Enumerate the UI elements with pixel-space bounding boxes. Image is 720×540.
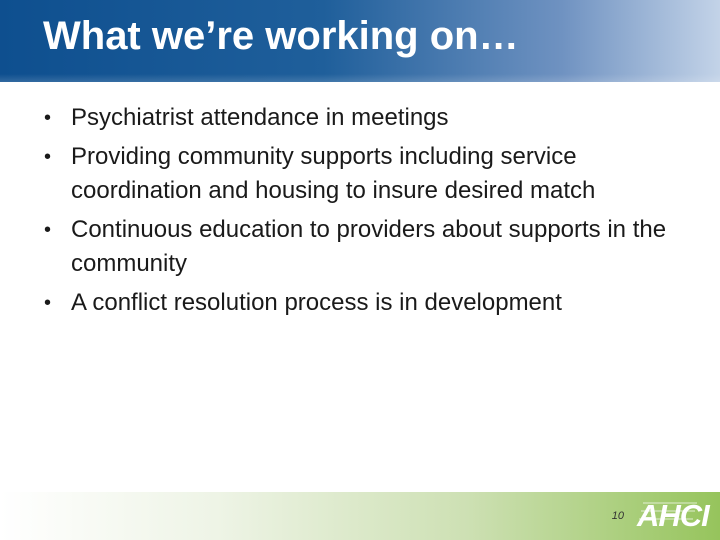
bullet-text: Continuous education to providers about supports in the community <box>71 216 667 277</box>
bullet-icon: • <box>44 146 52 168</box>
bullet-text: A conflict resolution process is in development <box>71 289 562 316</box>
slide-title: What we’re working on… <box>43 14 519 58</box>
bullet-item <box>44 213 680 281</box>
bullet-item <box>44 140 680 208</box>
bullet-icon: • <box>44 107 52 129</box>
logo-text: AHCI <box>637 498 709 533</box>
bullet-item <box>44 101 680 135</box>
bullet-icon: • <box>44 219 52 241</box>
bullet-text: Providing community supports including service coordination and housing to insure desired match <box>71 143 596 204</box>
bullet-icon: • <box>44 292 52 314</box>
page-number: 10 <box>611 510 624 522</box>
bullet-list <box>44 101 680 325</box>
bullet-text: Psychiatrist attendance in meetings <box>71 104 449 131</box>
bullet-item <box>44 286 680 320</box>
